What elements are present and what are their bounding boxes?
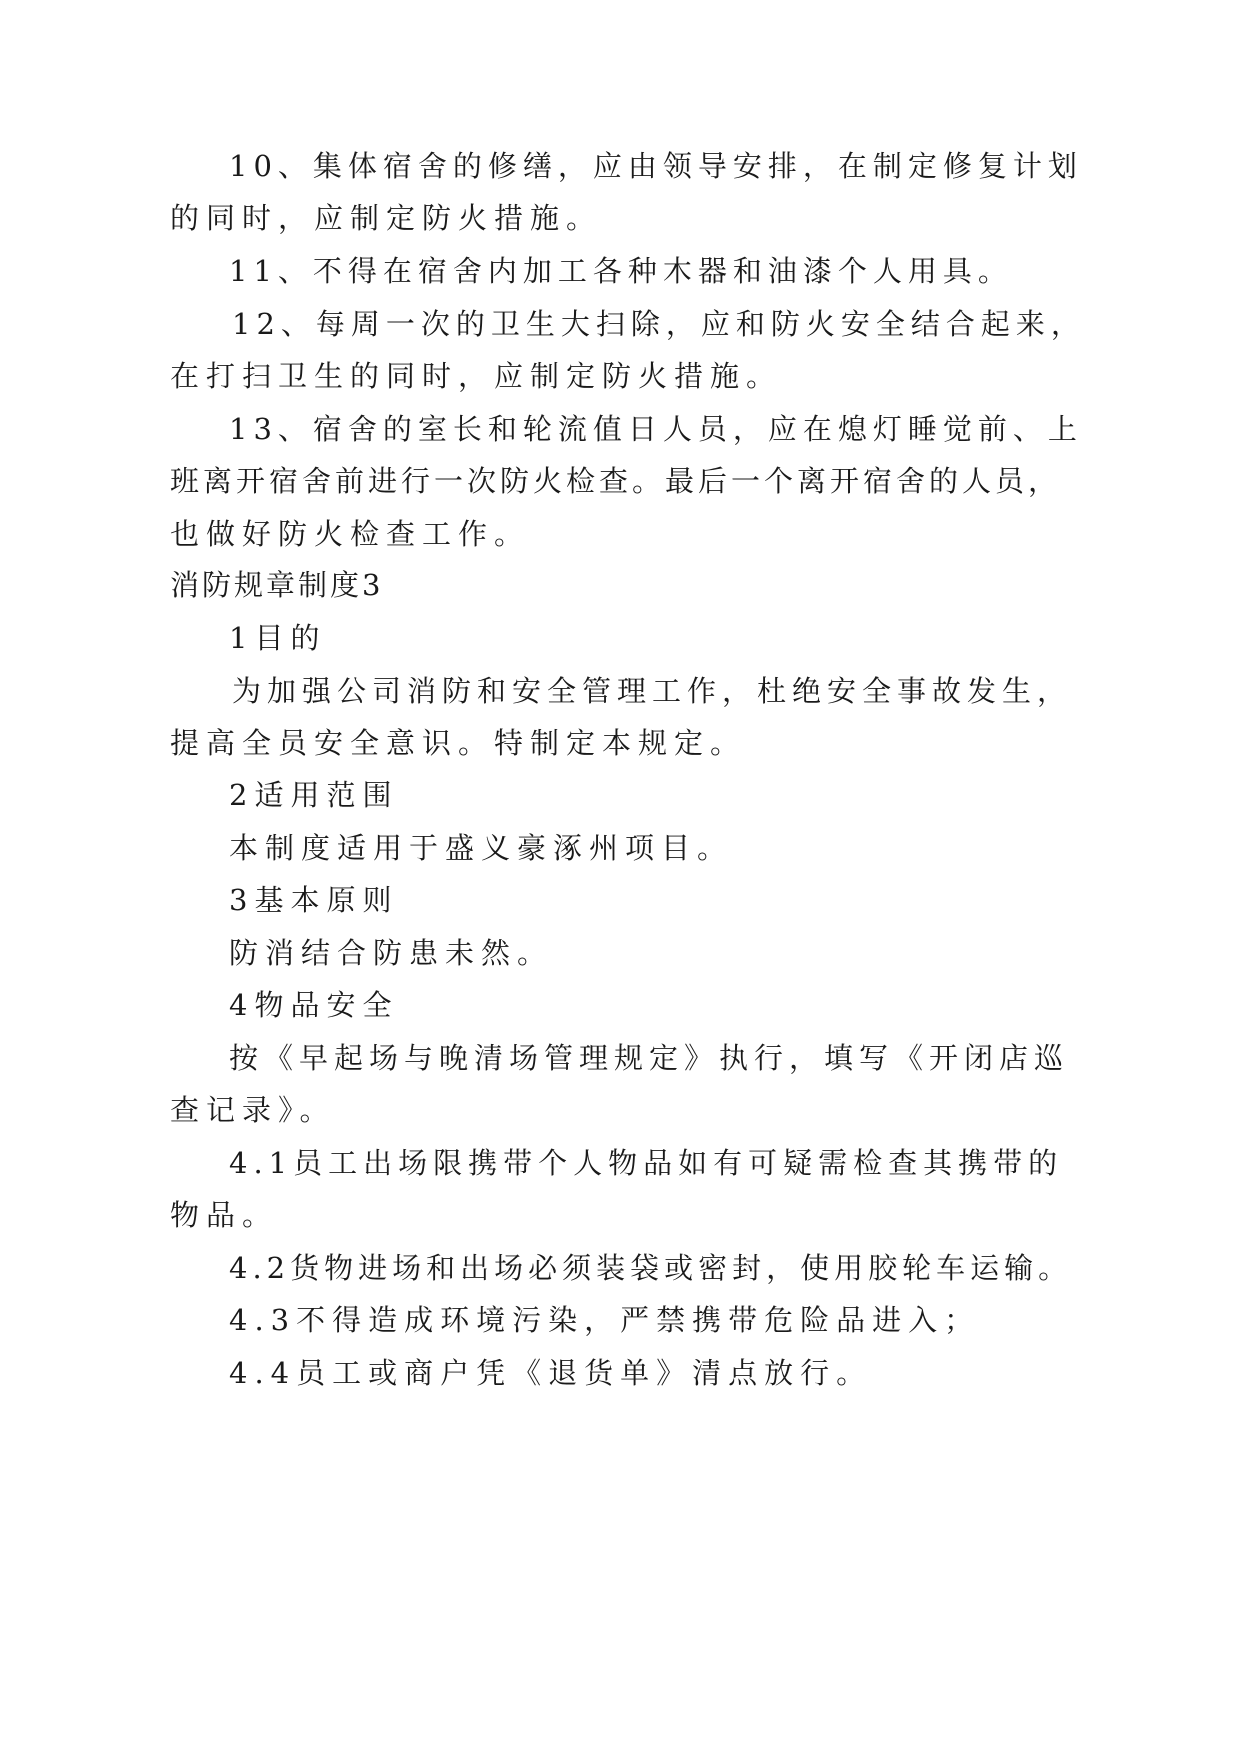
paragraph-line: 为加强公司消防和安全管理工作，杜绝安全事故发生， <box>232 674 1073 708</box>
paragraph-line: 13、宿舍的室长和轮流值日人员，应在熄灯睡觉前、上 <box>229 412 1083 446</box>
paragraph-line: 在打扫卫生的同时，应制定防火措施。 <box>170 359 783 393</box>
paragraph-line: 11、不得在宿舍内加工各种木器和油漆个人用具。 <box>229 254 1013 288</box>
paragraph-line: 本制度适用于盛义豪涿州项目。 <box>229 831 734 865</box>
paragraph-line: 也做好防火检查工作。 <box>170 517 531 551</box>
subsection-heading: 4物品安全 <box>229 988 399 1022</box>
paragraph-line: 10、集体宿舍的修缮，应由领导安排，在制定修复计划 <box>229 149 1083 183</box>
paragraph-line: 的同时，应制定防火措施。 <box>170 201 603 235</box>
subsection-heading: 3基本原则 <box>229 883 399 917</box>
paragraph-line: 4.2货物进场和出场必须装袋或密封，使用胶轮车运输。 <box>229 1251 1073 1285</box>
subsection-heading: 1目的 <box>229 621 327 655</box>
paragraph-line: 查记录》。 <box>170 1093 336 1127</box>
subsection-heading: 2适用范围 <box>229 778 399 812</box>
paragraph-line: 4.3不得造成环境污染，严禁携带危险品进入； <box>229 1303 981 1337</box>
paragraph-line: 防消结合防患未然。 <box>229 936 554 970</box>
paragraph-line: 4.4员工或商户凭《退货单》清点放行。 <box>229 1356 873 1390</box>
paragraph-line: 4.1员工出场限携带个人物品如有可疑需检查其携带的 <box>229 1146 1064 1180</box>
paragraph-line: 按《早起场与晚清场管理规定》执行，填写《开闭店巡 <box>229 1041 1070 1075</box>
section-heading: 消防规章制度3 <box>170 568 384 602</box>
paragraph-line: 物品。 <box>170 1198 279 1232</box>
paragraph-line: 提高全员安全意识。特制定本规定。 <box>170 726 747 760</box>
paragraph-line: 班离开宿舍前进行一次防火检查。最后一个离开宿舍的人员， <box>170 464 1062 498</box>
paragraph-line: 12、每周一次的卫生大扫除，应和防火安全结合起来， <box>232 307 1086 341</box>
